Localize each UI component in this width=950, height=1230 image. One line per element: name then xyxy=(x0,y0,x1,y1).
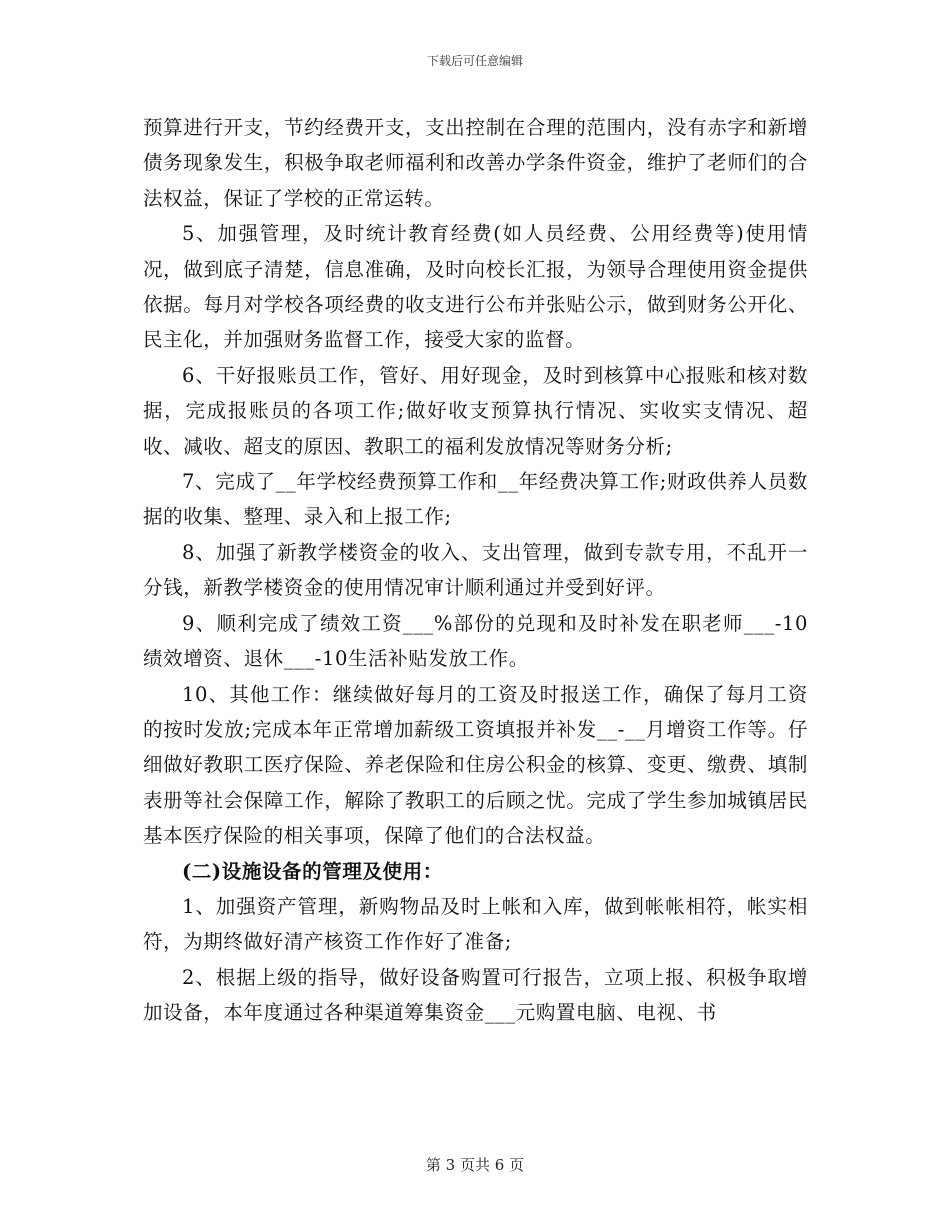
paragraph-facility-1: 1、加强资产管理，新购物品及时上帐和入库，做到帐帐相符，帐实相符，为期终做好清产核资工作作好了准备; xyxy=(143,894,808,954)
paragraph-facility-2: 2、根据上级的指导，做好设备购置可行报告，立项上报、积极争取增加设备，本年度通过各种渠道筹集资金___元购置电脑、电视、书 xyxy=(143,965,808,1025)
paragraph-item-7: 7、完成了__年学校经费预算工作和__年经费决算工作;财政供养人员数据的收集、整理、录入和上报工作; xyxy=(143,470,808,529)
paragraph-item-6: 6、干好报账员工作，管好、用好现金，及时到核算中心报账和核对数据，完成报账员的各项工作;做好收支预算执行情况、实收实支情况、超收、减收、超支的原因、教职工的福利发放情况等财务分析; xyxy=(143,363,808,458)
paragraph-item-8: 8、加强了新教学楼资金的收入、支出管理，做到专款专用，不乱开一分钱，新教学楼资金的使用情况审计顺利通过并受到好评。 xyxy=(143,540,808,600)
paragraph-item-9: 9、顺利完成了绩效工资___%部份的兑现和及时补发在职老师___-10绩效增资、退休___-10生活补贴发放工作。 xyxy=(143,611,808,671)
paragraph-continuation: 预算进行开支，节约经费开支，支出控制在合理的范围内，没有赤字和新增债务现象发生，积极争取老师福利和改善办学条件资金，维护了老师们的合法权益，保证了学校的正常运转。 xyxy=(143,116,808,210)
page-header: 下载后可任意编辑 xyxy=(426,54,523,68)
document-body xyxy=(143,110,808,1031)
paragraph-item-10: 10、其他工作：继续做好每月的工资及时报送工作，确保了每月工资的按时发放;完成本年正常增加薪级工资填报并补发__-__月增资工作等。仔细做好教职工医疗保险、养老保险和住房公积金的核算、变更、缴费、填制表册等社会保障工作，解除了教职工的后顾之忧。完成了学生参加城镇居民基本医疗保险的相关事项，保障了他们的合法权益。 xyxy=(143,682,808,848)
paragraph-item-5: 5、加强管理，及时统计教育经费(如人员经费、公用经费等)使用情况，做到底子清楚，信息准确，及时向校长汇报，为领导合理使用资金提供依据。每月对学校各项经费的收支进行公布并张贴公示，做到财务公开化、民主化，并加强财务监督工作，接受大家的监督。 xyxy=(143,222,808,352)
section-heading: (二)设施设备的管理及使用： xyxy=(182,859,443,883)
page-footer: 第 3 页共 6 页 xyxy=(425,1156,525,1174)
